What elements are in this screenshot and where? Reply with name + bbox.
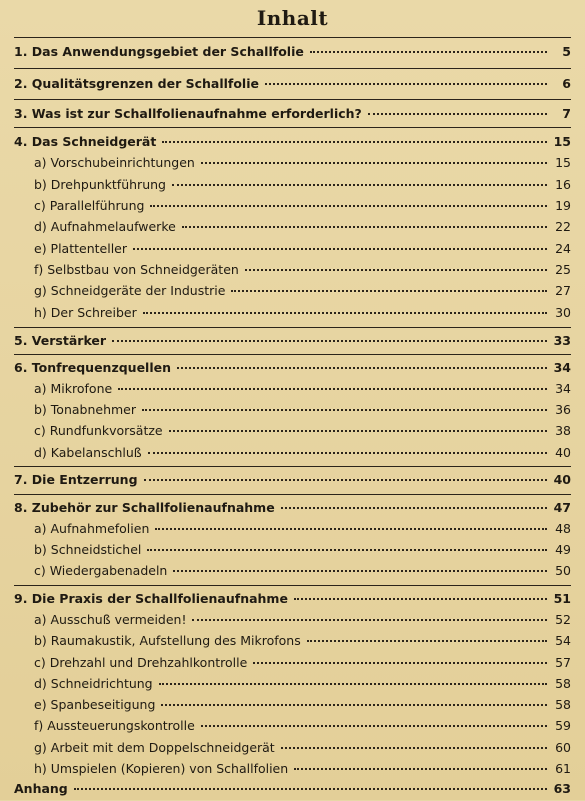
- dot-leader: [294, 767, 547, 770]
- toc-entry-label: g) Arbeit mit dem Doppelschneidgerät: [34, 740, 275, 755]
- toc-subentry: [14, 262, 571, 282]
- toc-page-number: 24: [555, 241, 571, 256]
- toc-page-number: 63: [553, 781, 571, 796]
- section-divider: [14, 127, 571, 128]
- section-divider: [14, 99, 571, 100]
- dot-leader: [177, 366, 547, 369]
- toc-page-number: 34: [553, 360, 571, 375]
- toc-page-number: 38: [555, 423, 571, 438]
- toc-subentry: [14, 155, 571, 175]
- toc-entry-label: 7. Die Entzerrung: [14, 472, 138, 487]
- dot-leader: [281, 506, 547, 509]
- toc-entry-label: a) Ausschuß vermeiden!: [34, 612, 187, 627]
- toc-entry-label: f) Aussteuerungskontrolle: [34, 718, 195, 733]
- toc-subentry: [14, 283, 571, 303]
- toc-page-number: 54: [555, 633, 571, 648]
- toc-page-number: 19: [555, 198, 571, 213]
- section-divider: [14, 327, 571, 328]
- dot-leader: [162, 140, 547, 143]
- toc-chapter-entry: [14, 360, 571, 380]
- toc-subentry: [14, 381, 571, 401]
- toc-entry-label: 6. Tonfrequenzquellen: [14, 360, 172, 375]
- section-divider: [14, 68, 571, 69]
- toc-subentry: [14, 198, 571, 218]
- dot-leader: [155, 527, 547, 530]
- dot-leader: [231, 289, 547, 292]
- toc-chapter-entry: [14, 781, 571, 801]
- dot-leader: [281, 746, 547, 749]
- toc-page-number: 50: [555, 563, 571, 578]
- toc-entry-label: 4. Das Schneidgerät: [14, 134, 157, 149]
- toc-subentry: [14, 542, 571, 562]
- toc-subentry: [14, 633, 571, 653]
- dot-leader: [143, 311, 547, 314]
- dot-leader: [245, 268, 547, 271]
- section-divider: [14, 466, 571, 467]
- toc-page-number: 36: [555, 402, 571, 417]
- toc-subentry: [14, 305, 571, 325]
- dot-leader: [192, 618, 547, 621]
- toc-entry-label: c) Wiedergabenadeln: [34, 563, 168, 578]
- toc-entry-label: c) Rundfunkvorsätze: [34, 423, 163, 438]
- toc-subentry: [14, 697, 571, 717]
- toc-subentry: [14, 676, 571, 696]
- toc-page-number: 15: [555, 155, 571, 170]
- toc-subentry: [14, 445, 571, 465]
- toc-entry-label: d) Kabelanschluß: [34, 445, 142, 460]
- toc-subentry: [14, 655, 571, 675]
- dot-leader: [118, 387, 547, 390]
- toc-subentry: [14, 761, 571, 781]
- toc-page-number: 22: [555, 219, 571, 234]
- dot-leader: [172, 183, 547, 186]
- toc-page-number: 40: [555, 445, 571, 460]
- toc-subentry: [14, 718, 571, 738]
- toc-chapter-entry: [14, 134, 571, 154]
- toc-entry-label: 8. Zubehör zur Schallfolienaufnahme: [14, 500, 275, 515]
- toc-entry-label: d) Schneidrichtung: [34, 676, 153, 691]
- dot-leader: [173, 569, 547, 572]
- toc-page-number: 58: [555, 676, 571, 691]
- toc-entry-label: 9. Die Praxis der Schallfolienaufnahme: [14, 591, 288, 606]
- toc-entry-label: b) Drehpunktführung: [34, 177, 166, 192]
- dot-leader: [201, 161, 547, 164]
- dot-leader: [133, 247, 547, 250]
- toc-entry-label: b) Tonabnehmer: [34, 402, 137, 417]
- toc-page-number: 27: [555, 283, 571, 298]
- dot-leader: [144, 478, 547, 481]
- dot-leader: [201, 724, 547, 727]
- toc-chapter-entry: [14, 106, 571, 126]
- dot-leader: [147, 548, 547, 551]
- toc-entry-label: a) Mikrofone: [34, 381, 113, 396]
- toc-chapter-entry: [14, 591, 571, 611]
- toc-page-number: 16: [555, 177, 571, 192]
- dot-leader: [150, 204, 547, 207]
- toc-subentry: [14, 423, 571, 443]
- toc-subentry: [14, 521, 571, 541]
- dot-leader: [182, 225, 547, 228]
- toc-entry-label: a) Aufnahmefolien: [34, 521, 150, 536]
- toc-page-number: 58: [555, 697, 571, 712]
- toc-page-number: 52: [555, 612, 571, 627]
- toc-page-number: 49: [555, 542, 571, 557]
- toc-entry-label: 5. Verstärker: [14, 333, 107, 348]
- section-divider: [14, 37, 571, 38]
- toc-subentry: [14, 740, 571, 760]
- toc-page-number: 57: [555, 655, 571, 670]
- toc-entry-label: 3. Was ist zur Schallfolienaufnahme erforderlich?: [14, 106, 362, 121]
- dot-leader: [294, 597, 547, 600]
- section-divider: [14, 494, 571, 495]
- toc-chapter-entry: [14, 44, 571, 64]
- toc-entry-label: b) Schneidstichel: [34, 542, 142, 557]
- toc-entry-label: Anhang: [14, 781, 68, 796]
- toc-entry-label: d) Aufnahmelaufwerke: [34, 219, 176, 234]
- toc-entry-label: 2. Qualitätsgrenzen der Schallfolie: [14, 76, 259, 91]
- page-title: Inhalt: [256, 6, 329, 30]
- toc-entry-label: h) Der Schreiber: [34, 305, 137, 320]
- toc-subentry: [14, 612, 571, 632]
- toc-entry-label: e) Spanbeseitigung: [34, 697, 156, 712]
- toc-page-number: 25: [555, 262, 571, 277]
- toc-page-number: 5: [562, 44, 571, 59]
- toc-subentry: [14, 219, 571, 239]
- dot-leader: [148, 451, 547, 454]
- dot-leader: [368, 112, 547, 115]
- toc-entry-label: g) Schneidgeräte der Industrie: [34, 283, 226, 298]
- toc-chapter-entry: [14, 76, 571, 96]
- toc-chapter-entry: [14, 333, 571, 353]
- toc-subentry: [14, 241, 571, 261]
- toc-page-number: 33: [553, 333, 571, 348]
- toc-page-number: 6: [562, 76, 571, 91]
- dot-leader: [159, 682, 547, 685]
- toc-page-number: 59: [555, 718, 571, 733]
- toc-entry-label: c) Drehzahl und Drehzahlkontrolle: [34, 655, 248, 670]
- section-divider: [14, 354, 571, 355]
- toc-page-number: 47: [553, 500, 571, 515]
- toc-page-number: 7: [562, 106, 571, 121]
- toc-entry-label: f) Selbstbau von Schneidgeräten: [34, 262, 239, 277]
- toc-entry-label: 1. Das Anwendungsgebiet der Schallfolie: [14, 44, 304, 59]
- toc-subentry: [14, 177, 571, 197]
- toc-entry-label: a) Vorschubeinrichtungen: [34, 155, 195, 170]
- toc-page-number: 30: [555, 305, 571, 320]
- dot-leader: [161, 703, 547, 706]
- toc-entry-label: b) Raumakustik, Aufstellung des Mikrofons: [34, 633, 301, 648]
- dot-leader: [310, 50, 547, 53]
- dot-leader: [112, 339, 547, 342]
- toc-subentry: [14, 563, 571, 583]
- dot-leader: [74, 787, 547, 790]
- toc-page-number: 40: [553, 472, 571, 487]
- toc-page-number: 51: [553, 591, 571, 606]
- dot-leader: [265, 82, 547, 85]
- toc-page-number: 61: [555, 761, 571, 776]
- toc-page-number: 15: [553, 134, 571, 149]
- dot-leader: [307, 639, 547, 642]
- dot-leader: [142, 408, 547, 411]
- toc-entry-label: c) Parallelführung: [34, 198, 145, 213]
- toc-page-number: 34: [555, 381, 571, 396]
- toc-chapter-entry: [14, 472, 571, 492]
- toc-page-number: 60: [555, 740, 571, 755]
- toc-entry-label: e) Plattenteller: [34, 241, 127, 256]
- dot-leader: [169, 429, 547, 432]
- toc-page-number: 48: [555, 521, 571, 536]
- section-divider: [14, 585, 571, 586]
- toc-subentry: [14, 402, 571, 422]
- toc-chapter-entry: [14, 500, 571, 520]
- dot-leader: [253, 661, 547, 664]
- toc-entry-label: h) Umspielen (Kopieren) von Schallfolien: [34, 761, 289, 776]
